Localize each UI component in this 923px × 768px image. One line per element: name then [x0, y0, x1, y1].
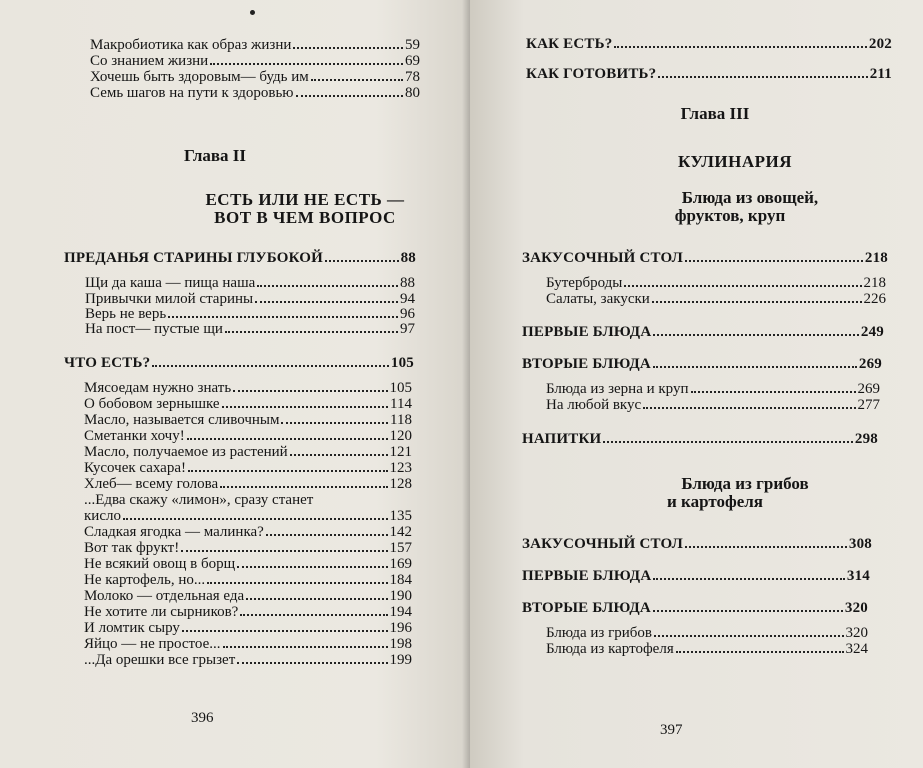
leader-dots — [290, 454, 388, 456]
toc-entry-page: 157 — [389, 540, 412, 556]
toc-entry[interactable] — [84, 605, 412, 620]
toc-section-label: ЗАКУСОЧНЫЙ СТОЛ — [522, 536, 684, 552]
toc-entry[interactable] — [84, 509, 412, 524]
leader-dots — [676, 651, 844, 653]
toc-entry[interactable] — [546, 398, 880, 413]
toc-entry-page: 128 — [389, 476, 412, 492]
leader-dots — [691, 391, 856, 393]
toc-entry-label: Масло, получаемое из растений — [84, 444, 288, 460]
toc-entry-label: Молоко — отдельная еда — [84, 588, 245, 604]
toc-entry[interactable] — [85, 322, 415, 337]
part-heading-line2: и картофеля — [667, 492, 763, 511]
leader-dots — [311, 79, 403, 81]
toc-entry[interactable] — [84, 653, 412, 668]
toc-entry-page: 190 — [389, 588, 412, 604]
toc-entry[interactable] — [84, 429, 412, 444]
toc-entry-page: 277 — [857, 397, 880, 413]
toc-section-page: 105 — [390, 355, 414, 371]
toc-entry-label: Вот так фрукт! — [84, 540, 180, 556]
toc-section-label: КАК ГОТОВИТЬ? — [526, 66, 657, 82]
page-number: 397 — [660, 722, 683, 738]
toc-entry-label: О бобовом зернышке — [84, 396, 220, 412]
toc-entry[interactable] — [84, 573, 412, 588]
chapter-label: Глава II — [183, 146, 247, 165]
leader-dots — [182, 630, 388, 632]
toc-entry-label: Сладкая ягодка — малинка? — [84, 524, 264, 540]
chapter-title: КУЛИНАРИЯ — [678, 152, 792, 171]
part-heading-line1: Блюда из грибов — [681, 474, 809, 493]
toc-entry[interactable] — [546, 642, 868, 657]
leader-dots — [654, 635, 844, 637]
toc-section[interactable] — [64, 355, 414, 371]
leader-dots — [603, 441, 852, 443]
toc-entry[interactable] — [84, 525, 412, 540]
toc-entry-label: Не картофель, но... — [84, 572, 206, 588]
toc-entry-page: 226 — [863, 291, 886, 307]
toc-entry[interactable] — [84, 445, 412, 460]
leader-dots — [181, 550, 387, 552]
toc-entry-page: 118 — [390, 412, 412, 428]
leader-dots — [240, 614, 387, 616]
toc-section-label: ЧТО ЕСТЬ? — [64, 355, 151, 371]
toc-entry[interactable] — [546, 626, 868, 641]
toc-section-label: ВТОРЫЕ БЛЮДА — [522, 600, 651, 616]
toc-section-page: 320 — [844, 600, 868, 616]
toc-entry-page: 320 — [845, 625, 868, 641]
chapter-title-line2: ВОТ В ЧЕМ ВОПРОС — [214, 208, 396, 227]
toc-entry-page: 194 — [389, 604, 412, 620]
toc-section[interactable] — [522, 431, 878, 447]
leader-dots — [225, 331, 398, 333]
toc-entry-label: ...Да орешки все грызет — [84, 652, 236, 668]
toc-entry-label: Салаты, закуски — [546, 291, 650, 307]
toc-entry-page: 218 — [863, 275, 886, 291]
leader-dots — [266, 534, 388, 536]
toc-entry-label: Блюда из картофеля — [546, 641, 674, 657]
part-heading-line2: фруктов, круп — [674, 206, 786, 225]
toc-entry-label: Сметанки хочу! — [84, 428, 185, 444]
leader-dots — [653, 610, 843, 612]
toc-entry-label: На любой вкус — [546, 397, 642, 413]
toc-entry[interactable] — [85, 276, 415, 291]
toc-entry-label: Бутерброды — [546, 275, 623, 291]
leader-dots — [653, 366, 857, 368]
toc-section[interactable] — [526, 36, 892, 52]
toc-section-page: 218 — [864, 250, 888, 266]
toc-section-page: 249 — [860, 324, 884, 340]
toc-entry-page: 80 — [405, 85, 420, 101]
part-heading-line1: Блюда из овощей, — [681, 188, 819, 207]
toc-section-page: 314 — [846, 568, 870, 584]
toc-entry[interactable] — [546, 276, 886, 291]
toc-entry-label: И ломтик сыру — [84, 620, 180, 636]
leader-dots — [210, 63, 403, 65]
leader-dots — [325, 260, 399, 262]
toc-section-label: НАПИТКИ — [522, 431, 602, 447]
leader-dots — [257, 285, 398, 287]
toc-entry[interactable] — [84, 557, 412, 572]
toc-entry-page: 135 — [389, 508, 412, 524]
toc-entry-page: 184 — [389, 572, 412, 588]
toc-entry-label: Щи да каша — пища наша — [85, 275, 256, 291]
toc-entry[interactable] — [84, 637, 412, 652]
toc-section-label: ЗАКУСОЧНЫЙ СТОЛ — [522, 250, 684, 266]
toc-entry-page: 269 — [857, 381, 880, 397]
toc-entry[interactable] — [84, 589, 412, 604]
toc-entry-label-line1: ...Едва скажу «лимон», сразу станет — [84, 492, 314, 508]
leader-dots — [685, 260, 863, 262]
toc-entry-label: кисло — [84, 508, 121, 524]
toc-entry-label: Семь шагов на пути к здоровью — [90, 85, 294, 101]
toc-entry-page: 142 — [389, 524, 412, 540]
toc-section-page: 298 — [854, 431, 878, 447]
toc-entry[interactable] — [85, 307, 415, 322]
toc-entry[interactable] — [90, 70, 420, 85]
toc-entry-page: 97 — [400, 321, 415, 337]
leader-dots — [296, 95, 404, 97]
toc-section[interactable] — [522, 568, 870, 584]
toc-entry[interactable] — [546, 292, 886, 307]
chapter-label: Глава III — [680, 104, 750, 123]
leader-dots — [168, 316, 398, 318]
leader-dots — [685, 546, 847, 548]
toc-entry[interactable] — [85, 292, 415, 307]
leader-dots — [653, 578, 845, 580]
leader-dots — [237, 662, 387, 664]
toc-entry-label: Яйцо — не простое... — [84, 636, 221, 652]
right-page — [470, 0, 923, 768]
toc-entry-page: 69 — [405, 53, 420, 69]
leader-dots — [293, 47, 403, 49]
toc-entry-label: Кусочек сахара! — [84, 460, 186, 476]
toc-entry-label: Верь не верь — [85, 306, 167, 322]
leader-dots — [643, 407, 855, 409]
toc-entry-label: Не хотите ли сырников? — [84, 604, 239, 620]
toc-entry[interactable] — [84, 477, 412, 492]
toc-entry-label: Хлеб— всему голова — [84, 476, 219, 492]
toc-section[interactable] — [64, 250, 416, 266]
toc-section[interactable] — [526, 66, 892, 82]
toc-entry-label: Блюда из грибов — [546, 625, 652, 641]
toc-entry[interactable] — [84, 381, 412, 396]
toc-entry[interactable] — [84, 461, 412, 476]
toc-entry-label: Хочешь быть здоровым— будь им — [90, 69, 309, 85]
toc-entry-page: 196 — [389, 620, 412, 636]
leader-dots — [653, 334, 859, 336]
leader-dots — [187, 438, 388, 440]
toc-entry-page: 105 — [389, 380, 412, 396]
toc-entry[interactable] — [90, 38, 420, 53]
toc-entry[interactable] — [84, 397, 412, 412]
leader-dots — [188, 470, 388, 472]
toc-section[interactable] — [522, 356, 882, 372]
toc-section-page: 269 — [858, 356, 882, 372]
toc-section[interactable] — [522, 536, 872, 552]
toc-entry-page: 88 — [400, 275, 415, 291]
toc-entry-page: 123 — [389, 460, 412, 476]
toc-entry-label: Макробиотика как образ жизни — [90, 37, 292, 53]
toc-entry-label: Привычки милой старины — [85, 291, 254, 307]
toc-entry-page: 199 — [389, 652, 412, 668]
toc-entry-label: Блюда из зерна и круп — [546, 381, 689, 397]
toc-section-label: ПЕРВЫЕ БЛЮДА — [522, 324, 652, 340]
toc-entry-page: 120 — [389, 428, 412, 444]
leader-dots — [281, 422, 388, 424]
toc-section-label: ПРЕДАНЬЯ СТАРИНЫ ГЛУБОКОЙ — [64, 250, 324, 266]
toc-section-page: 88 — [400, 250, 416, 266]
toc-entry-label: Мясоедам нужно знать — [84, 380, 232, 396]
leader-dots — [222, 406, 388, 408]
toc-entry-label: На пост— пустые щи — [85, 321, 223, 337]
leader-dots — [255, 301, 398, 303]
leader-dots — [624, 285, 861, 287]
toc-entry-page: 94 — [400, 291, 415, 307]
leader-dots — [652, 301, 862, 303]
leader-dots — [658, 76, 867, 78]
toc-entry-label: Не всякий овощ в борщ — [84, 556, 236, 572]
toc-entry[interactable] — [90, 86, 420, 101]
leader-dots — [233, 390, 387, 392]
toc-entry-page: 198 — [389, 636, 412, 652]
toc-entry[interactable] — [84, 541, 412, 556]
toc-section[interactable] — [522, 324, 884, 340]
toc-entry[interactable] — [84, 413, 412, 428]
leader-dots — [246, 598, 387, 600]
toc-entry-label: Со знанием жизни — [90, 53, 209, 69]
toc-entry[interactable] — [84, 621, 412, 636]
toc-section-page: 308 — [848, 536, 872, 552]
toc-section[interactable] — [522, 600, 868, 616]
toc-section-page: 211 — [869, 66, 892, 82]
toc-entry[interactable] — [546, 382, 880, 397]
toc-entry-page: 59 — [405, 37, 420, 53]
toc-section-label: ВТОРЫЕ БЛЮДА — [522, 356, 651, 372]
toc-entry-page: 114 — [390, 396, 412, 412]
toc-entry-page: 324 — [845, 641, 868, 657]
printed-dot — [250, 10, 255, 15]
leader-dots — [152, 365, 389, 367]
toc-entry-page: 78 — [405, 69, 420, 85]
toc-section-label: ПЕРВЫЕ БЛЮДА — [522, 568, 652, 584]
toc-section-label: КАК ЕСТЬ? — [526, 36, 613, 52]
toc-entry-page: 121 — [389, 444, 412, 460]
toc-section[interactable] — [522, 250, 888, 266]
toc-entry[interactable] — [90, 54, 420, 69]
toc-entry-page: 169 — [389, 556, 412, 572]
leader-dots — [123, 518, 388, 520]
toc-entry-page: 96 — [400, 306, 415, 322]
leader-dots — [237, 566, 387, 568]
leader-dots — [220, 486, 387, 488]
leader-dots — [614, 46, 866, 48]
leader-dots — [223, 646, 388, 648]
page-number: 396 — [191, 710, 214, 726]
toc-entry-label: Масло, называется сливочным — [84, 412, 280, 428]
leader-dots — [207, 582, 387, 584]
toc-section-page: 202 — [868, 36, 892, 52]
chapter-title-line1: ЕСТЬ ИЛИ НЕ ЕСТЬ — — [205, 190, 405, 209]
